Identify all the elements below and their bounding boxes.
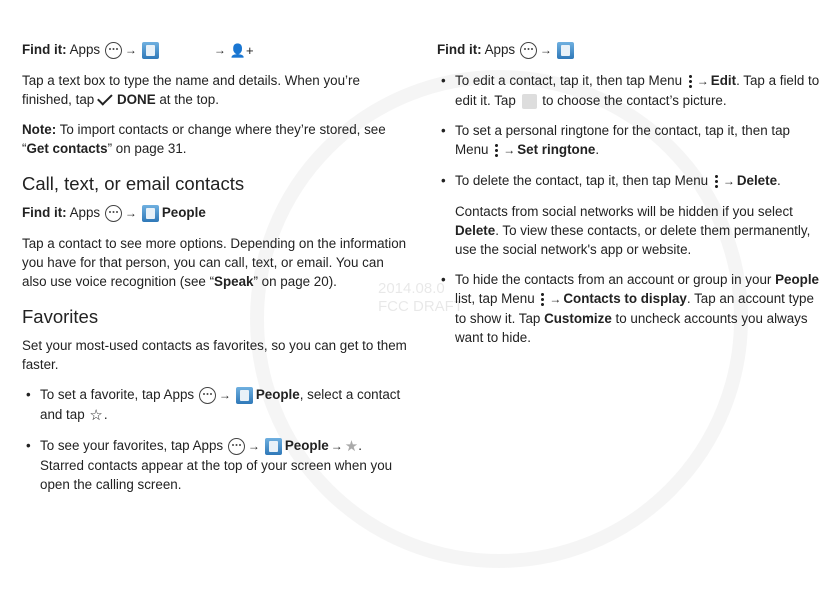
star-outline-icon: ☆ (89, 406, 103, 424)
star-filled-icon: ★ (344, 437, 359, 455)
people-label: People (161, 204, 206, 220)
bullet-hide-contacts: • To hide the contacts from an account or group in your People list, tap Menu → Contacts to display. Tap an account type to show it. Tap Customize to uncheck accounts you always want to hide. (437, 270, 822, 347)
arrow-icon: → (213, 42, 226, 57)
speak-link[interactable]: Speak (214, 273, 254, 289)
apps-text: Apps (66, 42, 104, 57)
find-it-people-line: Find it: Apps → People (22, 203, 407, 223)
watermark-date: 2014.08.0 (378, 280, 445, 297)
menu-icon (689, 74, 692, 88)
arrow-icon: → (247, 438, 260, 453)
delete-subparagraph: Contacts from social networks will be hidden if you select Delete. To view these contacts, or delete them permanently, use the social network's app or website. (455, 203, 811, 257)
edit-label: Edit (710, 72, 737, 88)
menu-icon (541, 292, 544, 306)
right-column (437, 40, 822, 358)
paragraph-contact-options: Tap a contact to see more options. Depending on the information you have for that person, you can call, text, or email. You can also use voice recognition (see “Speak” on page 20). (22, 235, 407, 289)
find-it-line (22, 40, 407, 60)
bullet-edit-contact: • To edit a contact, tap it, then tap Menu → Edit. Tap a field to edit it. Tap to choose the contact’s picture. (437, 71, 822, 110)
heading-favorites: Favorites (22, 305, 99, 327)
arrow-icon: → (330, 438, 343, 453)
bullet-see-favorites: • To see your favorites, tap Apps → People → ★. Starred contacts appear at the top of your screen when you open the calling screen. (22, 436, 407, 494)
heading-call-text-email: Call, text, or email contacts (22, 172, 245, 194)
note-label: Note: (22, 121, 57, 137)
contact-photo-icon (522, 94, 537, 109)
get-contacts-link[interactable]: Get contacts (26, 140, 108, 156)
arrow-icon: → (539, 42, 552, 57)
arrow-icon: → (549, 291, 562, 306)
apps-icon (228, 438, 245, 455)
menu-icon (715, 174, 718, 188)
people-app-icon (142, 205, 159, 222)
people-app-icon (557, 42, 574, 59)
paragraph-type-details: Tap a text box to type the name and details. When you’re finished, tap DONE at the top. (22, 72, 360, 107)
apps-icon (199, 387, 216, 404)
arrow-icon: → (124, 205, 137, 220)
set-ringtone-label: Set ringtone (517, 141, 596, 157)
done-label: DONE (116, 91, 156, 107)
left-column (22, 40, 407, 505)
people-app-icon (142, 42, 159, 59)
apps-icon (520, 42, 537, 59)
arrow-icon: → (696, 73, 709, 88)
paragraph-favorites-intro: Set your most-used contacts as favorites, so you can get to them faster. (22, 337, 407, 372)
arrow-icon: → (503, 142, 516, 157)
note-paragraph: Note: To import contacts or change where they’re stored, see “Get contacts” on page 31. (22, 121, 386, 156)
add-contact-icon: 👤+ (229, 42, 254, 58)
arrow-icon: → (722, 173, 735, 188)
apps-icon (105, 205, 122, 222)
people-app-icon (236, 387, 253, 404)
arrow-icon: → (218, 387, 231, 402)
find-it-label: Find it: (22, 42, 67, 57)
apps-icon (105, 42, 122, 59)
watermark-draft: FCC DRAFT (378, 298, 463, 315)
bullet-delete-contact: • To delete the contact, tap it, then tap Menu → Delete. (437, 171, 822, 191)
delete-label: Delete (736, 172, 778, 188)
contacts-to-display-label: Contacts to display (563, 290, 687, 306)
people-app-icon (265, 438, 282, 455)
menu-icon (495, 143, 498, 157)
check-icon (97, 91, 113, 107)
customize-label: Customize (544, 310, 612, 326)
bullet-set-ringtone: • To set a personal ringtone for the contact, tap it, then tap Menu → Set ringtone. (437, 121, 822, 160)
arrow-icon: → (124, 42, 137, 57)
bullet-set-favorite: • To set a favorite, tap Apps → People, select a contact and tap ☆. (22, 385, 407, 425)
find-it-line-right: Find it: Apps → (437, 40, 822, 60)
